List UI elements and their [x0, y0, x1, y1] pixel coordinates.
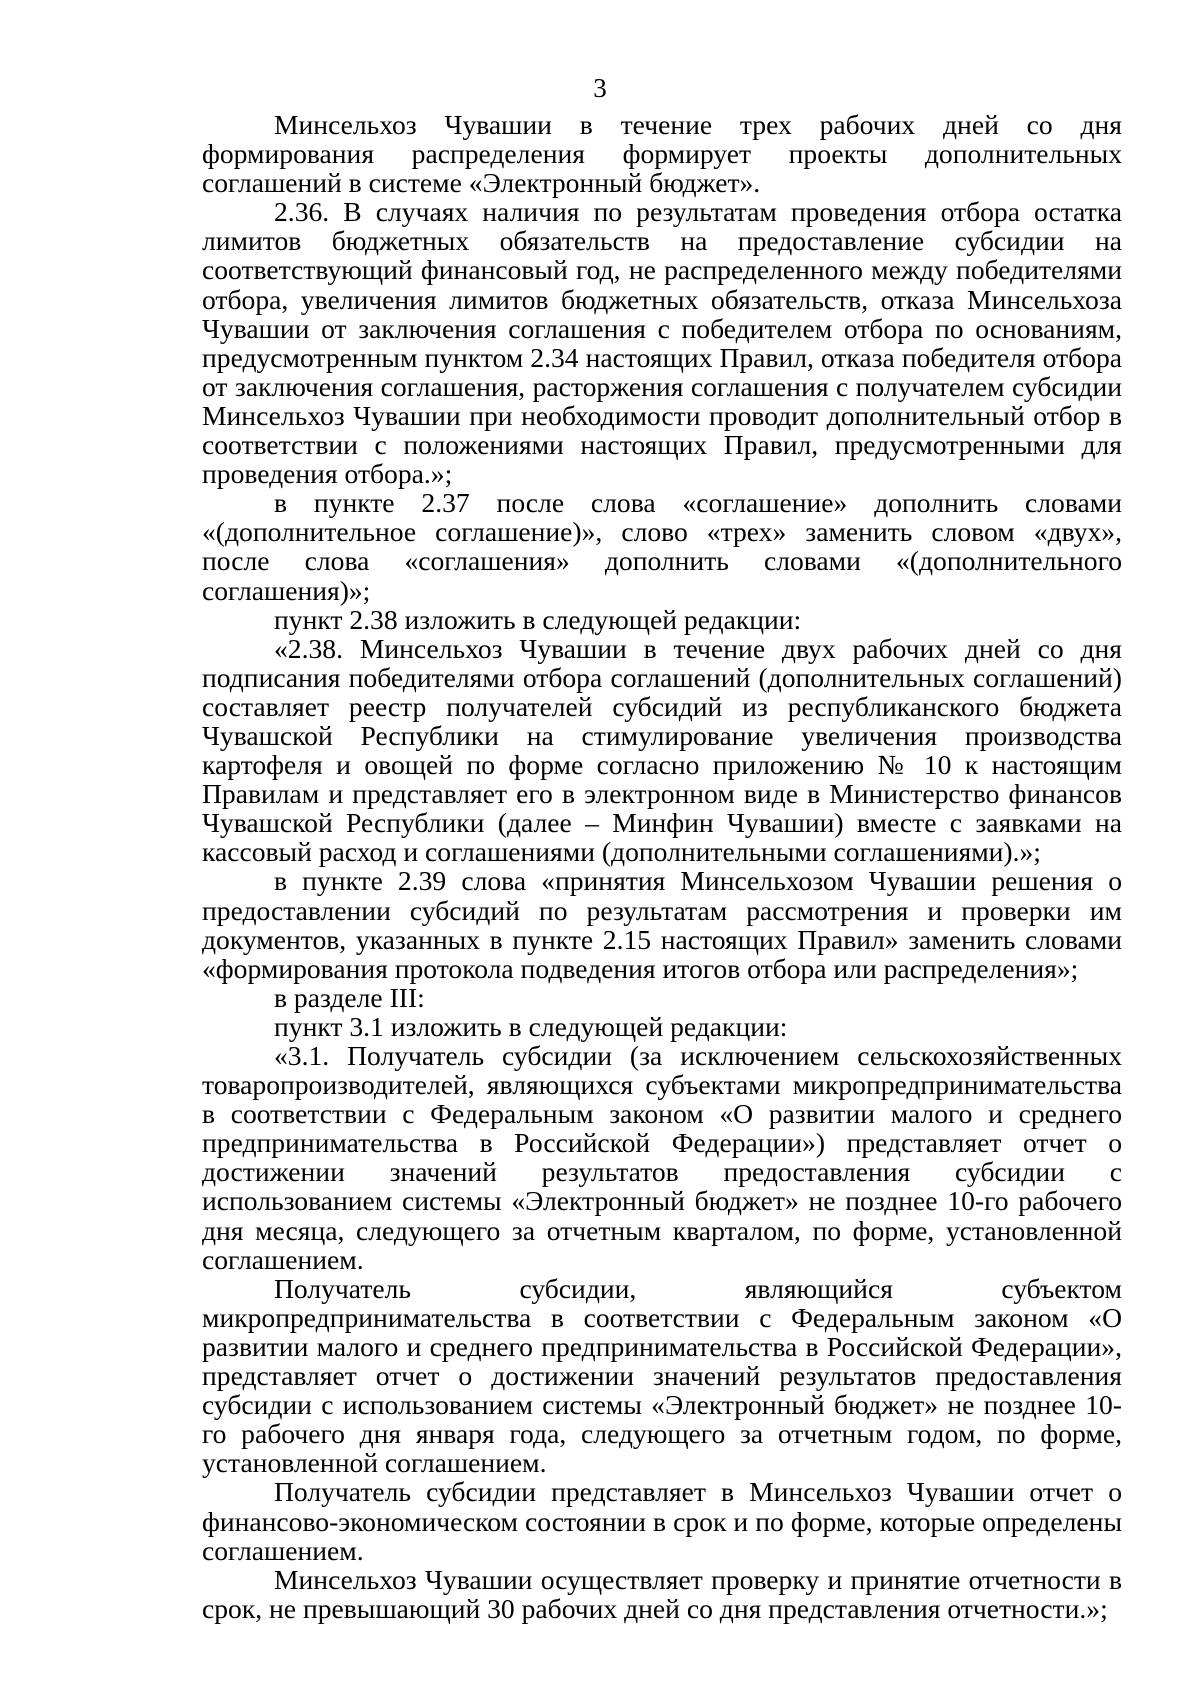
paragraph: «3.1. Получатель субсидии (за исключением сельскохозяйственных товаропроизводителей, являющихся субъектами микропредпринимательства в соответствии с Федеральным законом «О развитии малого и среднего предпринимательства в Российской Федерации») представляет отчет о достижении значений результатов предоставления субсидии с использованием системы «Электронный бюджет» не позднее 10-го рабочего дня месяца, следующего за отчетным кварталом, по форме, установленной соглашением. [202, 1040, 1122, 1275]
paragraph: в разделе III: [274, 981, 425, 1013]
paragraph: в пункте 2.37 после слова «соглашение» дополнить словами «(дополнительное соглашение)», слово «трех» заменить словом «двух», после слова «соглашения» дополнить словами «(дополнительного соглашения)»; [202, 487, 1122, 606]
document-body [202, 110, 1122, 1623]
paragraph: 2.36. В случаях наличия по результатам проведения отбора остатка лимитов бюджетных обязательств на предоставление субсидии на соответствующий финансовый год, не распределенного между победителями отбора, увеличения лимитов бюджетных обязательств, отказа Минсельхоза Чувашии от заключения соглашения с победителем отбора по основаниям, предусмотренным пунктом 2.34 настоящих Правил, отказа победителя отбора от заключения соглашения, расторжения соглашения с получателем субсидии Минсельхоз Чувашии при необходимости проводит дополнительный отбор в соответствии с положениями настоящих Правил, предусмотренными для проведения отбора.»; [202, 196, 1122, 490]
paragraph: пункт 2.38 изложить в следующей редакции: [274, 603, 802, 635]
paragraph: «2.38. Минсельхоз Чувашии в течение двух рабочих дней со дня подписания победителями отбора соглашений (дополнительных соглашений) составляет реестр получателей субсидий из республиканского бюджета Чувашской Республики на стимулирование увеличения производства картофеля и овощей по форме согласно приложению № 10 к настоящим Правилам и представляет его в электронном виде в Министерство финансов Чувашской Республики (далее – Минфин Чувашии) вместе с заявками на кассовый расход и соглашениями (дополнительными соглашениями).»; [202, 632, 1122, 868]
paragraph: Минсельхоз Чувашии в течение трех рабочих дней со дня формирования распределения формирует проекты дополнительных соглашений в системе «Электронный бюджет». [202, 109, 1122, 199]
paragraph: пункт 3.1 изложить в следующей редакции: [274, 1010, 788, 1042]
paragraph: Получатель субсидии, являющийся субъектом микропредпринимательства в соответствии с Федеральным законом «О развитии малого и среднего предпринимательства в Российской Федерации», представляет отчет о достижении значений результатов предоставления субсидии с использованием системы «Электронный бюджет» не позднее 10-го рабочего дня января года, следующего за отчетным годом, по форме, установленной соглашением. [202, 1272, 1122, 1479]
paragraph: Минсельхоз Чувашии осуществляет проверку и принятие отчетности в срок, не превышающий 30 рабочих дней со дня представления отчетности.»; [202, 1563, 1122, 1624]
paragraph: в пункте 2.39 слова «принятия Минсельхозом Чувашии решения о предоставлении субсидий по результатам рассмотрения и проверки им документов, указанных в пункте 2.15 настоящих Правил» заменить словами «формирования протокола подведения итогов отбора или распределения»; [202, 865, 1122, 984]
page-number: 3 [593, 73, 607, 103]
paragraph: Получатель субсидии представляет в Минсельхоз Чувашии отчет о финансово-экономическом состоянии в срок и по форме, которые определены соглашением. [202, 1476, 1122, 1566]
